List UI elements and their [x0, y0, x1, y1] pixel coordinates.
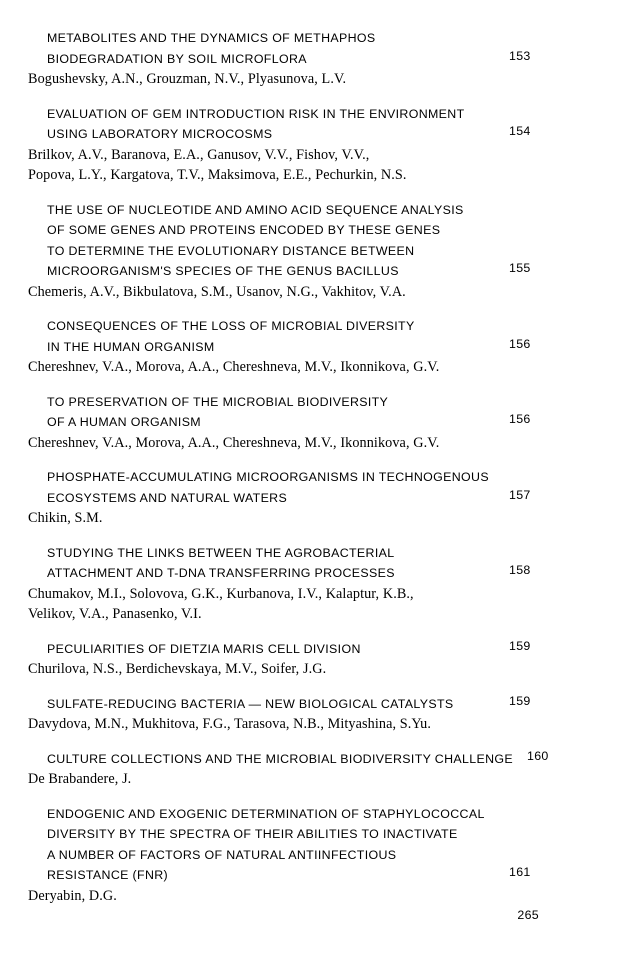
entry-authors-line: Chereshnev, V.A., Morova, A.A., Chereshneva, M.V., Ikonnikova, G.V. — [28, 359, 440, 375]
entry-page-number[interactable]: 154 — [509, 124, 531, 138]
entry-title-line: STUDYING THE LINKS BETWEEN THE AGROBACTERIAL — [47, 545, 395, 560]
entry-authors-line: Davydova, M.N., Mukhitova, F.G., Tarasova, N.B., Mityashina, S.Yu. — [28, 716, 432, 732]
entry-title-block — [0, 200, 623, 282]
entry-page-number[interactable]: 155 — [509, 261, 531, 275]
entry-title-block — [0, 543, 623, 584]
entry-title-line: CULTURE COLLECTIONS AND THE MICROBIAL BIODIVERSITY CHALLENGE — [47, 751, 514, 766]
entry-title-line: RESISTANCE (FNR) — [47, 868, 169, 882]
entry-authors-line: Popova, L.Y., Kargatova, T.V., Maksimova, E.E., Pechurkin, N.S. — [28, 167, 407, 183]
entry-authors-line: Brilkov, A.V., Baranova, E.A., Ganusov, V.V., Fishov, V.V., — [28, 146, 370, 163]
entry-authors-line: Chumakov, M.I., Solovova, G.K., Kurbanova, I.V., Kalaptur, K.B., — [28, 585, 414, 602]
entry-page-number[interactable]: 161 — [509, 865, 531, 879]
entry-authors-line: De Brabandere, J. — [28, 771, 132, 787]
entry-authors-line: Velikov, V.A., Panasenko, V.I. — [28, 606, 202, 622]
entry-title-block — [0, 316, 623, 357]
toc-entry[interactable] — [0, 804, 623, 907]
entry-title-line: ENDOGENIC AND EXOGENIC DETERMINATION OF STAPHYLOCOCCAL — [47, 806, 485, 821]
entry-title-line: EVALUATION OF GEM INTRODUCTION RISK IN THE ENVIRONMENT — [47, 106, 465, 121]
entry-title-block — [0, 28, 623, 69]
toc-entry[interactable] — [0, 749, 623, 790]
entry-page-number[interactable]: 153 — [509, 48, 531, 63]
entry-authors-line: Deryabin, D.G. — [28, 887, 117, 904]
entry-authors-line: Churilova, N.S., Berdichevskaya, M.V., Soifer, J.G. — [28, 661, 327, 677]
entry-page-number[interactable]: 157 — [509, 487, 531, 502]
entry-authors-line: Chemeris, A.V., Bikbulatova, S.M., Usanov, N.G., Vakhitov, V.A. — [28, 283, 406, 300]
entry-page-number[interactable]: 160 — [527, 748, 549, 763]
toc-entry[interactable] — [0, 467, 623, 529]
entry-page-number[interactable]: 156 — [509, 412, 531, 426]
entry-title-block — [0, 639, 623, 660]
toc-entry[interactable] — [0, 392, 623, 454]
toc-entry[interactable] — [0, 694, 623, 735]
entry-title-block — [0, 749, 623, 770]
toc-entry[interactable] — [0, 543, 623, 625]
entry-page-number[interactable]: 159 — [509, 638, 531, 653]
entry-title-line: IN THE HUMAN ORGANISM — [47, 339, 215, 354]
entry-authors-line: Chikin, S.M. — [28, 510, 103, 526]
entry-title-line: BIODEGRADATION BY SOIL MICROFLORA — [47, 51, 307, 66]
toc-entry-list — [0, 28, 623, 920]
toc-entry[interactable] — [0, 316, 623, 378]
entry-title-line: A NUMBER OF FACTORS OF NATURAL ANTIINFECTIOUS — [47, 847, 397, 862]
entry-title-line: METABOLITES AND THE DYNAMICS OF METHAPHOS — [47, 31, 376, 45]
toc-entry[interactable] — [0, 200, 623, 303]
entry-page-number[interactable]: 159 — [509, 693, 531, 708]
entry-title-block — [0, 104, 623, 145]
toc-entry[interactable] — [0, 28, 623, 90]
toc-entry[interactable] — [0, 104, 623, 186]
entry-title-line: PHOSPHATE-ACCUMULATING MICROORGANISMS IN TECHNOGENOUS — [47, 470, 489, 484]
entry-title-line: SULFATE-REDUCING BACTERIA — NEW BIOLOGICAL CATALYSTS — [47, 696, 454, 711]
entry-title-line: DIVERSITY BY THE SPECTRA OF THEIR ABILITIES TO INACTIVATE — [47, 827, 458, 841]
entry-title-line: ECOSYSTEMS AND NATURAL WATERS — [47, 490, 288, 505]
entry-authors-line: Bogushevsky, A.N., Grouzman, N.V., Plyasunova, L.V. — [28, 71, 347, 87]
entry-title-block — [0, 804, 623, 886]
entry-title-line: USING LABORATORY MICROCOSMS — [47, 127, 273, 141]
entry-title-line: MICROORGANISM'S SPECIES OF THE GENUS BACILLUS — [47, 264, 399, 278]
page-folio: 265 — [517, 908, 539, 922]
entry-authors-line: Chereshnev, V.A., Morova, A.A., Chereshneva, M.V., Ikonnikova, G.V. — [28, 434, 440, 451]
entry-title-line: THE USE OF NUCLEOTIDE AND AMINO ACID SEQUENCE ANALYSIS — [47, 202, 464, 217]
entry-page-number[interactable]: 158 — [509, 563, 531, 577]
entry-title-line: OF SOME GENES AND PROTEINS ENCODED BY THESE GENES — [47, 223, 441, 237]
entry-title-block — [0, 467, 623, 508]
entry-title-line: PECULIARITIES OF DIETZIA MARIS CELL DIVISION — [47, 641, 361, 656]
entry-title-line: TO DETERMINE THE EVOLUTIONARY DISTANCE BETWEEN — [47, 243, 415, 258]
entry-page-number[interactable]: 156 — [509, 336, 531, 351]
entry-title-line: CONSEQUENCES OF THE LOSS OF MICROBIAL DIVERSITY — [47, 319, 415, 333]
toc-entry[interactable] — [0, 639, 623, 680]
entry-title-line: TO PRESERVATION OF THE MICROBIAL BIODIVERSITY — [47, 394, 389, 409]
entry-title-line: ATTACHMENT AND T-DNA TRANSFERRING PROCESSES — [47, 566, 395, 580]
entry-title-block — [0, 694, 623, 715]
entry-title-line: OF A HUMAN ORGANISM — [47, 415, 201, 429]
entry-title-block — [0, 392, 623, 433]
